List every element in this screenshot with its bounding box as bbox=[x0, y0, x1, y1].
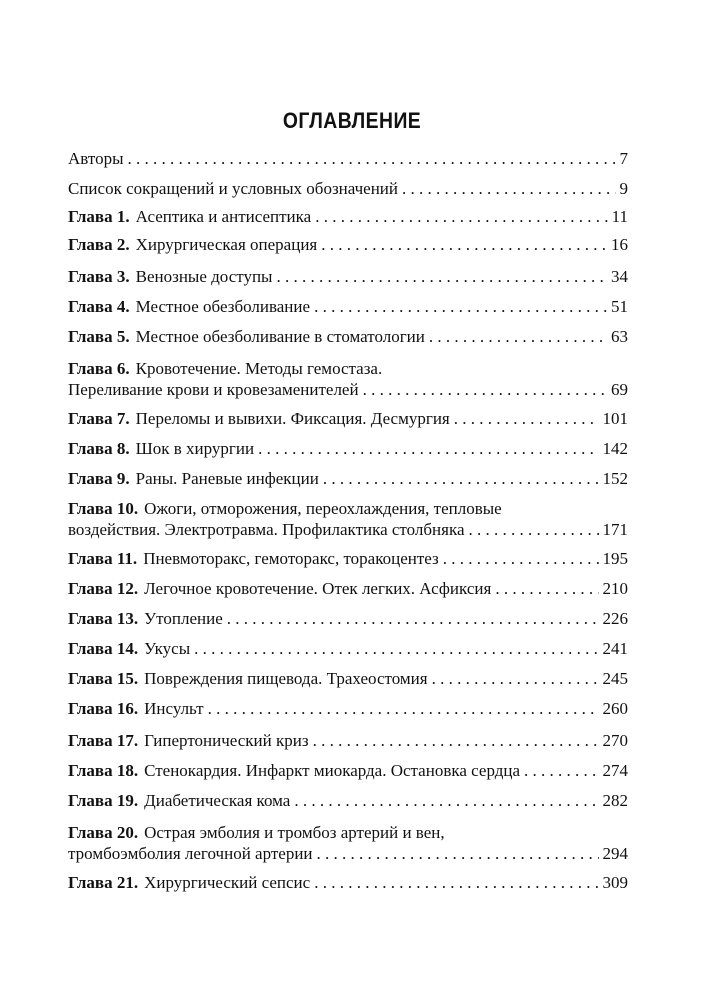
toc-entry-line bbox=[68, 548, 628, 569]
entry-title: Хирургическая операция bbox=[135, 235, 318, 254]
dot-leader bbox=[227, 608, 599, 629]
toc-entry bbox=[68, 548, 628, 569]
toc-entry-line bbox=[68, 296, 628, 317]
toc-entry-line bbox=[68, 608, 628, 629]
dot-leader bbox=[524, 760, 598, 781]
page-number: 270 bbox=[602, 731, 628, 750]
toc-entry-line bbox=[68, 668, 628, 689]
chapter-label: Глава 21. bbox=[68, 873, 139, 892]
page-number: 260 bbox=[602, 699, 628, 718]
toc-entry-line bbox=[68, 760, 628, 781]
page-number: 241 bbox=[602, 639, 628, 658]
toc-entry-line bbox=[68, 468, 628, 489]
page-number: 101 bbox=[602, 409, 628, 428]
toc-entry-line bbox=[68, 178, 628, 199]
dot-leader bbox=[276, 266, 607, 287]
toc-entry bbox=[68, 234, 628, 255]
entry-title: Утопление bbox=[144, 609, 223, 628]
page-number: 7 bbox=[619, 149, 628, 168]
dot-leader bbox=[432, 668, 599, 689]
toc-entry-line bbox=[68, 843, 628, 864]
entry-title: Повреждения пищевода. Трахеостомия bbox=[144, 669, 428, 688]
page-number: 11 bbox=[611, 207, 628, 226]
dot-leader bbox=[314, 872, 598, 893]
dot-leader bbox=[495, 578, 598, 599]
entry-title: Гипертонический криз bbox=[144, 731, 309, 750]
entry-title: Укусы bbox=[144, 639, 191, 658]
dot-leader bbox=[294, 790, 598, 811]
entry-title: Пневмоторакс, гемоторакс, торакоцентез bbox=[143, 549, 439, 568]
toc-entry bbox=[68, 822, 628, 864]
chapter-label: Глава 9. bbox=[68, 469, 130, 488]
dot-leader bbox=[469, 519, 599, 540]
toc-entry bbox=[68, 326, 628, 347]
entry-title: Легочное кровотечение. Отек легких. Асфиксия bbox=[144, 579, 492, 598]
chapter-label: Глава 14. bbox=[68, 639, 139, 658]
toc-entry bbox=[68, 358, 628, 400]
page-number: 282 bbox=[602, 791, 628, 810]
dot-leader bbox=[321, 234, 607, 255]
toc-entry bbox=[68, 206, 628, 227]
toc-entry bbox=[68, 296, 628, 317]
page-number: 294 bbox=[602, 844, 628, 863]
chapter-label: Глава 13. bbox=[68, 609, 139, 628]
dot-leader bbox=[317, 843, 599, 864]
toc-entry-line bbox=[68, 578, 628, 599]
entry-title: Стенокардия. Инфаркт миокарда. Остановка сердца bbox=[144, 761, 521, 780]
toc-entry-line bbox=[68, 638, 628, 659]
toc-entry bbox=[68, 668, 628, 689]
entry-title: Местное обезболивание bbox=[135, 297, 311, 316]
chapter-label: Глава 3. bbox=[68, 267, 130, 286]
page-number: 51 bbox=[611, 297, 628, 316]
dot-leader bbox=[315, 206, 607, 227]
dot-leader bbox=[194, 638, 598, 659]
page-number: 34 bbox=[611, 267, 628, 286]
chapter-label: Глава 8. bbox=[68, 439, 130, 458]
toc-entry bbox=[68, 608, 628, 629]
entry-title: Список сокращений и условных обозначений bbox=[68, 179, 399, 198]
toc-entry bbox=[68, 178, 628, 199]
dot-leader bbox=[208, 698, 599, 719]
entry-title: воздействия. Электротравма. Профилактика столбняка bbox=[68, 520, 465, 539]
toc-entry bbox=[68, 408, 628, 429]
dot-leader bbox=[258, 438, 598, 459]
chapter-label: Глава 10. bbox=[68, 499, 139, 518]
page-number: 63 bbox=[611, 327, 628, 346]
toc-entry bbox=[68, 578, 628, 599]
entry-title: Шок в хирургии bbox=[135, 439, 255, 458]
page-number: 274 bbox=[602, 761, 628, 780]
page-number: 152 bbox=[602, 469, 628, 488]
toc-entry-line bbox=[68, 438, 628, 459]
chapter-label: Глава 20. bbox=[68, 823, 139, 842]
dot-leader bbox=[454, 408, 599, 429]
entry-title: Хирургический сепсис bbox=[144, 873, 311, 892]
page-number: 69 bbox=[611, 380, 628, 399]
toc-entry bbox=[68, 872, 628, 893]
page-number: 245 bbox=[602, 669, 628, 688]
toc-entry-first-line bbox=[68, 498, 628, 519]
entry-title: тромбоэмболия легочной артерии bbox=[68, 844, 313, 863]
toc-entry-line bbox=[68, 519, 628, 540]
chapter-label: Глава 11. bbox=[68, 549, 138, 568]
chapter-label: Глава 16. bbox=[68, 699, 139, 718]
page-title: ОГЛАВЛЕНИЕ bbox=[282, 108, 422, 133]
toc-entry-line bbox=[68, 206, 628, 227]
entry-title: Местное обезболивание в стоматологии bbox=[135, 327, 425, 346]
toc-entry-line bbox=[68, 326, 628, 347]
toc-entry bbox=[68, 266, 628, 287]
entry-title: Переломы и вывихи. Фиксация. Десмургия bbox=[135, 409, 450, 428]
toc-entry-line bbox=[68, 730, 628, 751]
page-number: 9 bbox=[619, 179, 628, 198]
toc-entry-line bbox=[68, 698, 628, 719]
chapter-label: Глава 7. bbox=[68, 409, 130, 428]
toc-entry bbox=[68, 698, 628, 719]
toc-entry-line bbox=[68, 379, 628, 400]
entry-title: Диабетическая кома bbox=[144, 791, 291, 810]
dot-leader bbox=[363, 379, 607, 400]
toc-entry bbox=[68, 790, 628, 811]
chapter-label: Глава 4. bbox=[68, 297, 130, 316]
toc-entry bbox=[68, 730, 628, 751]
toc-entry-line bbox=[68, 148, 628, 169]
chapter-label: Глава 15. bbox=[68, 669, 139, 688]
page-number: 142 bbox=[602, 439, 628, 458]
toc-entry-line bbox=[68, 266, 628, 287]
chapter-label: Глава 1. bbox=[68, 207, 130, 226]
entry-title-part: Острая эмболия и тромбоз артерий и вен, bbox=[144, 823, 445, 842]
dot-leader bbox=[314, 296, 607, 317]
page-number: 226 bbox=[602, 609, 628, 628]
chapter-label: Глава 18. bbox=[68, 761, 139, 780]
dot-leader bbox=[443, 548, 599, 569]
toc-entry-line bbox=[68, 234, 628, 255]
chapter-label: Глава 5. bbox=[68, 327, 130, 346]
toc-entry bbox=[68, 148, 628, 169]
dot-leader bbox=[323, 468, 599, 489]
entry-title-part: Кровотечение. Методы гемостаза. bbox=[135, 359, 383, 378]
toc-entry-line bbox=[68, 872, 628, 893]
dot-leader bbox=[128, 148, 616, 169]
toc-entry bbox=[68, 468, 628, 489]
entry-title: Инсульт bbox=[144, 699, 204, 718]
dot-leader bbox=[429, 326, 607, 347]
toc-entry bbox=[68, 760, 628, 781]
toc-entry-line bbox=[68, 408, 628, 429]
page-number: 195 bbox=[602, 549, 628, 568]
entry-title: Раны. Раневые инфекции bbox=[135, 469, 319, 488]
entry-title: Авторы bbox=[68, 149, 124, 168]
toc-entry bbox=[68, 438, 628, 459]
dot-leader bbox=[402, 178, 615, 199]
chapter-label: Глава 2. bbox=[68, 235, 130, 254]
chapter-label: Глава 19. bbox=[68, 791, 139, 810]
page-number: 210 bbox=[602, 579, 628, 598]
chapter-label: Глава 6. bbox=[68, 359, 130, 378]
toc-entry-first-line bbox=[68, 358, 628, 379]
chapter-label: Глава 17. bbox=[68, 731, 139, 750]
page-number: 171 bbox=[602, 520, 628, 539]
toc-entry bbox=[68, 498, 628, 540]
entry-title: Венозные доступы bbox=[135, 267, 273, 286]
toc-entry-first-line bbox=[68, 822, 628, 843]
entry-title: Асептика и антисептика bbox=[135, 207, 312, 226]
page-number: 309 bbox=[602, 873, 628, 892]
page-number: 16 bbox=[611, 235, 628, 254]
entry-title: Переливание крови и кровезаменителей bbox=[68, 380, 359, 399]
toc-entry bbox=[68, 638, 628, 659]
dot-leader bbox=[313, 730, 599, 751]
chapter-label: Глава 12. bbox=[68, 579, 139, 598]
toc-entry-line bbox=[68, 790, 628, 811]
entry-title-part: Ожоги, отморожения, переохлаждения, тепловые bbox=[144, 499, 502, 518]
